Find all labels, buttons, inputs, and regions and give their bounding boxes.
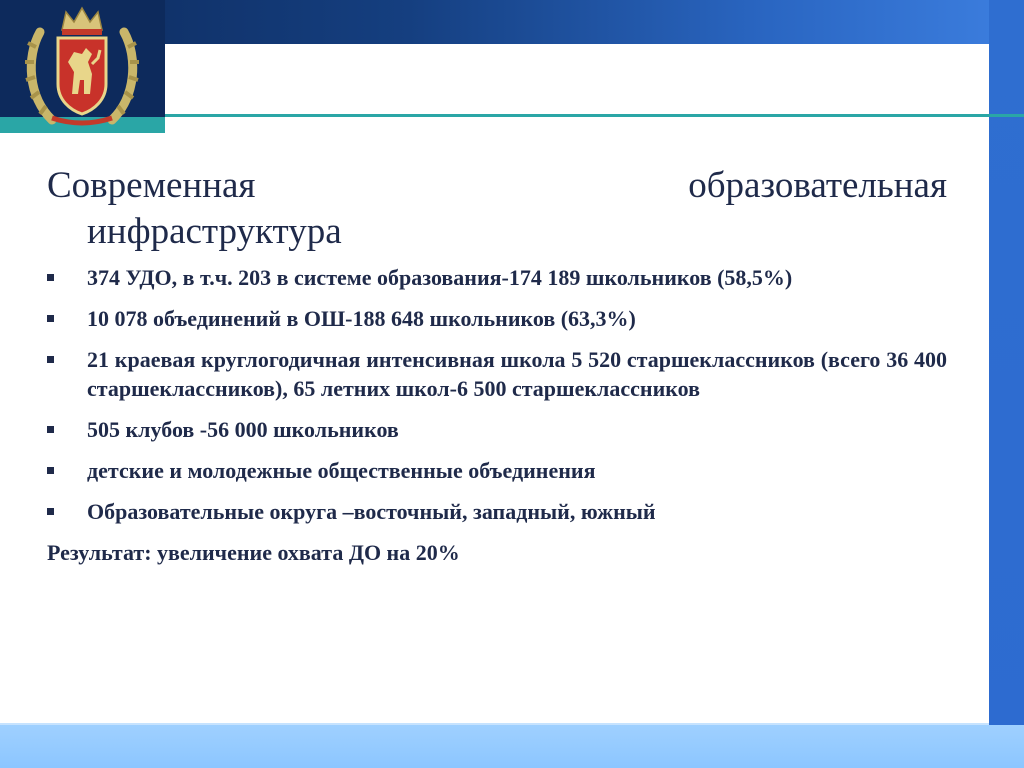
- coat-of-arms-icon: [22, 2, 142, 130]
- list-item: [47, 456, 947, 485]
- header-white-panel: [165, 44, 989, 116]
- square-bullet-icon: [47, 356, 54, 363]
- list-item-text: 10 078 объединений в ОШ-188 648 школьников (63,3%): [87, 306, 636, 331]
- list-item: [47, 304, 947, 333]
- title-word-left: Современная: [47, 165, 256, 206]
- square-bullet-icon: [47, 467, 54, 474]
- right-side-band: [989, 0, 1024, 750]
- title-word-right: образовательная: [688, 165, 947, 206]
- slide-title-line2: инфраструктура: [87, 211, 342, 252]
- list-item: [47, 497, 947, 526]
- list-item-text: детские и молодежные общественные объединения: [87, 458, 596, 483]
- bullet-list: [47, 263, 947, 526]
- square-bullet-icon: [47, 274, 54, 281]
- teal-divider-line: [165, 114, 1024, 117]
- logo-box: [0, 0, 165, 117]
- slide-title-line1: [47, 163, 947, 209]
- square-bullet-icon: [47, 315, 54, 322]
- list-item-text: 21 краевая круглогодичная интенсивная школа 5 520 старшеклассников (всего 36 400 старшеклассников), 65 летних школ-6 500 старшеклассников: [87, 347, 947, 401]
- slide-content: [47, 163, 947, 567]
- bottom-band: [0, 725, 1024, 768]
- square-bullet-icon: [47, 508, 54, 515]
- list-item: [47, 345, 947, 403]
- square-bullet-icon: [47, 426, 54, 433]
- list-item-text: 374 УДО, в т.ч. 203 в системе образования-174 189 школьников (58,5%): [87, 265, 793, 290]
- list-item-text: Образовательные округа –восточный, западный, южный: [87, 499, 656, 524]
- result-text: Результат: увеличение охвата ДО на 20%: [47, 540, 460, 565]
- list-item: [47, 263, 947, 292]
- list-item-text: 505 клубов -56 000 школьников: [87, 417, 399, 442]
- list-item: [47, 415, 947, 444]
